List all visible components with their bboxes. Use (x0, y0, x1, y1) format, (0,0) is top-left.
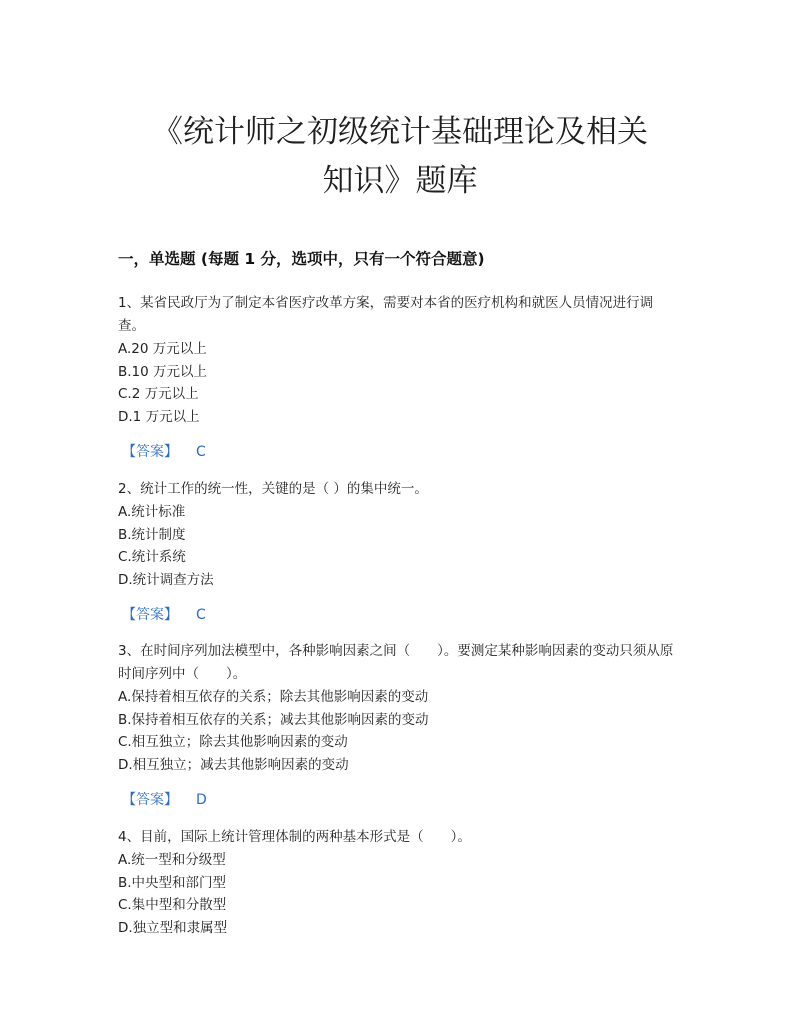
option-d: D.独立型和隶属型 (118, 919, 228, 936)
option-b: B.中央型和部门型 (118, 874, 227, 891)
option-a: A.统一型和分级型 (118, 852, 226, 868)
section-heading: 一，单选题 (每题 1 分，选项中，只有一个符合题意) (118, 250, 485, 268)
answer-row-3 (122, 790, 207, 810)
answer-label: 【答案】 (122, 792, 178, 808)
option-c: C.相互独立；除去其他影响因素的变动 (118, 734, 348, 750)
option-d: D.1 万元以上 (118, 408, 200, 425)
answer-label: 【答案】 (122, 607, 178, 623)
option-b: B.统计制度 (118, 526, 186, 543)
answer-value: D (196, 792, 207, 808)
title-line-1: 《统计师之初级统计基础理论及相关 (152, 114, 648, 150)
answer-label: 【答案】 (122, 444, 178, 460)
option-a: A.20 万元以上 (118, 341, 207, 357)
answer-value: C (196, 607, 206, 623)
answer-row-2 (122, 605, 206, 625)
answer-row-1 (122, 442, 206, 462)
title-line-2: 知识》题库 (322, 163, 478, 199)
question-1 (118, 292, 678, 428)
option-d: D.统计调查方法 (118, 571, 214, 588)
option-a: A.保持着相互依存的关系；除去其他影响因素的变动 (118, 689, 429, 705)
option-c: C.统计系统 (118, 549, 186, 565)
question-stem: 2、统计工作的统一性，关键的是（ ）的集中统一。 (118, 481, 428, 497)
option-b: B.10 万元以上 (118, 363, 208, 380)
question-2 (118, 478, 678, 591)
option-c: C.2 万元以上 (118, 386, 199, 402)
option-a: A.统计标准 (118, 504, 186, 520)
question-4 (118, 826, 678, 939)
answer-value: C (196, 444, 206, 460)
document-title (100, 108, 700, 206)
question-3 (118, 640, 678, 776)
option-b: B.保持着相互依存的关系；减去其他影响因素的变动 (118, 711, 429, 728)
option-c: C.集中型和分散型 (118, 897, 227, 913)
question-stem: 4、目前，国际上统计管理体制的两种基本形式是（ ）。 (118, 829, 471, 845)
question-stem: 3、在时间序列加法模型中，各种影响因素之间（ ）。要测定某种影响因素的变动只须从原时间序列中（ ）。 (118, 643, 674, 682)
option-d: D.相互独立；减去其他影响因素的变动 (118, 756, 349, 773)
question-stem: 1、某省民政厅为了制定本省医疗改革方案，需要对本省的医疗机构和就医人员情况进行调查。 (118, 295, 654, 334)
